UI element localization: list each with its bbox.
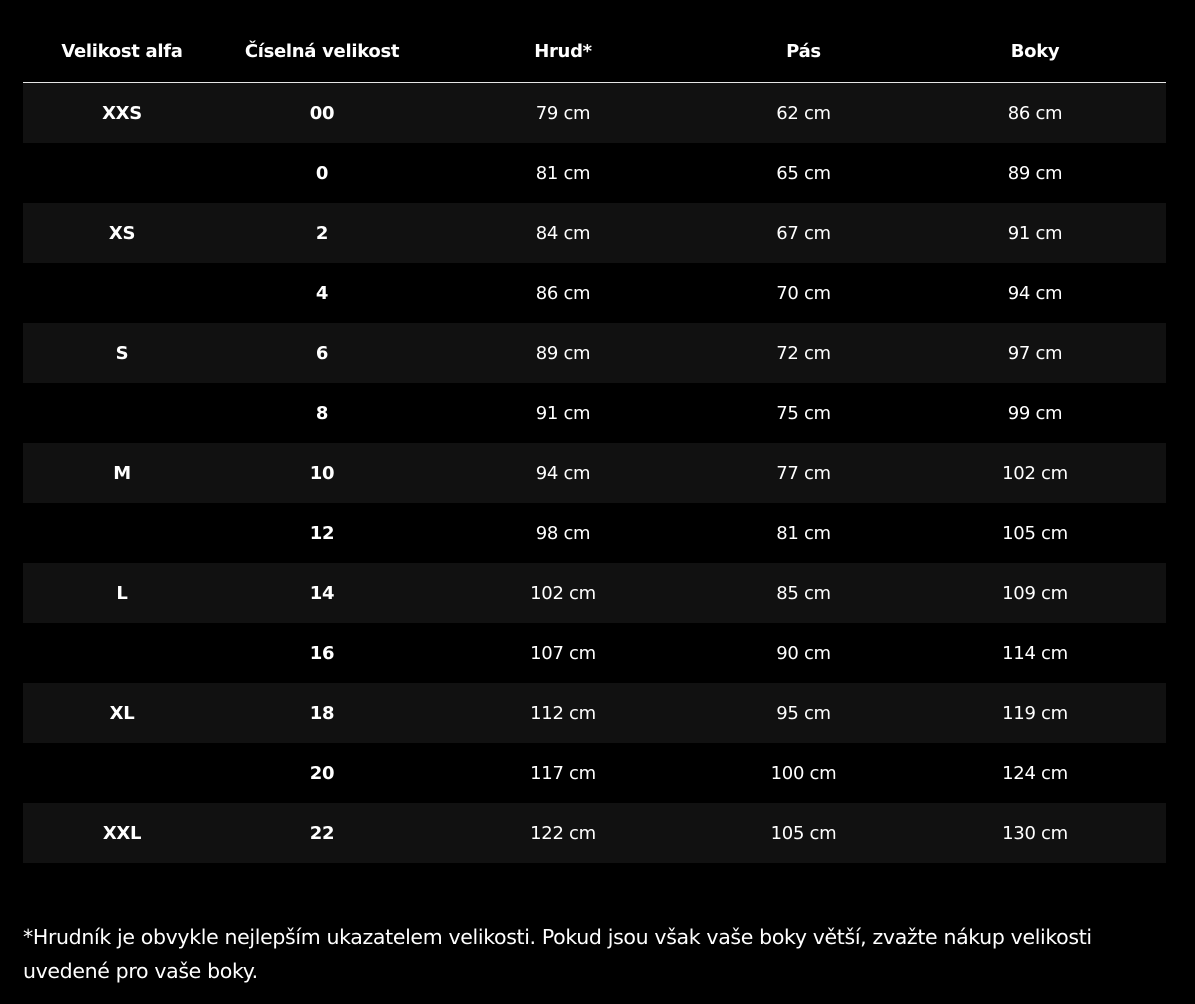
cell-alpha-size: M xyxy=(23,443,221,503)
size-footnote: *Hrudník je obvykle nejlepším ukazatelem velikosti. Pokud jsou však vaše boky větší, zvažte nákup velikosti uvedené pro vaše boky. xyxy=(23,925,1092,983)
table-row xyxy=(23,83,1166,144)
table-row xyxy=(23,383,1166,443)
cell-chest: 94 cm xyxy=(423,443,703,503)
cell-alpha-size xyxy=(23,503,221,563)
cell-numeric-size: 10 xyxy=(221,443,423,503)
cell-chest: 112 cm xyxy=(423,683,703,743)
cell-hips: 94 cm xyxy=(904,263,1166,323)
cell-hips: 91 cm xyxy=(904,203,1166,263)
cell-alpha-size: S xyxy=(23,323,221,383)
header-row xyxy=(23,20,1166,83)
cell-waist: 77 cm xyxy=(703,443,904,503)
cell-hips: 102 cm xyxy=(904,443,1166,503)
table-row xyxy=(23,263,1166,323)
cell-numeric-size: 00 xyxy=(221,83,423,144)
cell-hips: 89 cm xyxy=(904,143,1166,203)
cell-chest: 102 cm xyxy=(423,563,703,623)
cell-alpha-size xyxy=(23,623,221,683)
cell-alpha-size xyxy=(23,263,221,323)
cell-numeric-size: 6 xyxy=(221,323,423,383)
cell-hips: 97 cm xyxy=(904,323,1166,383)
table-body xyxy=(23,83,1166,864)
table-header xyxy=(23,20,1166,83)
cell-numeric-size: 4 xyxy=(221,263,423,323)
cell-numeric-size: 8 xyxy=(221,383,423,443)
cell-numeric-size: 16 xyxy=(221,623,423,683)
header-waist: Pás xyxy=(703,20,904,83)
cell-waist: 62 cm xyxy=(703,83,904,144)
cell-numeric-size: 2 xyxy=(221,203,423,263)
cell-chest: 89 cm xyxy=(423,323,703,383)
cell-numeric-size: 14 xyxy=(221,563,423,623)
cell-chest: 79 cm xyxy=(423,83,703,144)
cell-waist: 72 cm xyxy=(703,323,904,383)
table-row xyxy=(23,443,1166,503)
table-row xyxy=(23,563,1166,623)
cell-chest: 107 cm xyxy=(423,623,703,683)
cell-hips: 99 cm xyxy=(904,383,1166,443)
cell-alpha-size: XS xyxy=(23,203,221,263)
cell-hips: 130 cm xyxy=(904,803,1166,863)
table-row xyxy=(23,323,1166,383)
cell-chest: 98 cm xyxy=(423,503,703,563)
cell-waist: 95 cm xyxy=(703,683,904,743)
cell-waist: 67 cm xyxy=(703,203,904,263)
cell-alpha-size: XXL xyxy=(23,803,221,863)
cell-hips: 109 cm xyxy=(904,563,1166,623)
table-row xyxy=(23,203,1166,263)
header-alpha-size: Velikost alfa xyxy=(23,20,221,83)
cell-numeric-size: 12 xyxy=(221,503,423,563)
cell-alpha-size: XXS xyxy=(23,83,221,144)
cell-waist: 65 cm xyxy=(703,143,904,203)
cell-numeric-size: 18 xyxy=(221,683,423,743)
cell-alpha-size xyxy=(23,743,221,803)
table-row xyxy=(23,623,1166,683)
cell-waist: 105 cm xyxy=(703,803,904,863)
header-hips: Boky xyxy=(904,20,1166,83)
cell-numeric-size: 22 xyxy=(221,803,423,863)
cell-alpha-size: L xyxy=(23,563,221,623)
cell-waist: 100 cm xyxy=(703,743,904,803)
cell-chest: 84 cm xyxy=(423,203,703,263)
cell-hips: 86 cm xyxy=(904,83,1166,144)
cell-waist: 85 cm xyxy=(703,563,904,623)
cell-waist: 70 cm xyxy=(703,263,904,323)
cell-alpha-size xyxy=(23,143,221,203)
cell-numeric-size: 20 xyxy=(221,743,423,803)
table-row xyxy=(23,683,1166,743)
cell-waist: 81 cm xyxy=(703,503,904,563)
cell-hips: 114 cm xyxy=(904,623,1166,683)
table-row xyxy=(23,743,1166,803)
header-numeric-size: Číselná velikost xyxy=(221,20,423,83)
size-chart-table xyxy=(23,20,1166,863)
cell-hips: 105 cm xyxy=(904,503,1166,563)
table-row xyxy=(23,803,1166,863)
cell-chest: 81 cm xyxy=(423,143,703,203)
cell-hips: 119 cm xyxy=(904,683,1166,743)
cell-chest: 91 cm xyxy=(423,383,703,443)
cell-chest: 86 cm xyxy=(423,263,703,323)
cell-hips: 124 cm xyxy=(904,743,1166,803)
cell-numeric-size: 0 xyxy=(221,143,423,203)
cell-alpha-size xyxy=(23,383,221,443)
cell-waist: 75 cm xyxy=(703,383,904,443)
cell-waist: 90 cm xyxy=(703,623,904,683)
cell-chest: 122 cm xyxy=(423,803,703,863)
cell-chest: 117 cm xyxy=(423,743,703,803)
header-chest: Hrud* xyxy=(423,20,703,83)
cell-alpha-size: XL xyxy=(23,683,221,743)
table-row xyxy=(23,143,1166,203)
table-row xyxy=(23,503,1166,563)
